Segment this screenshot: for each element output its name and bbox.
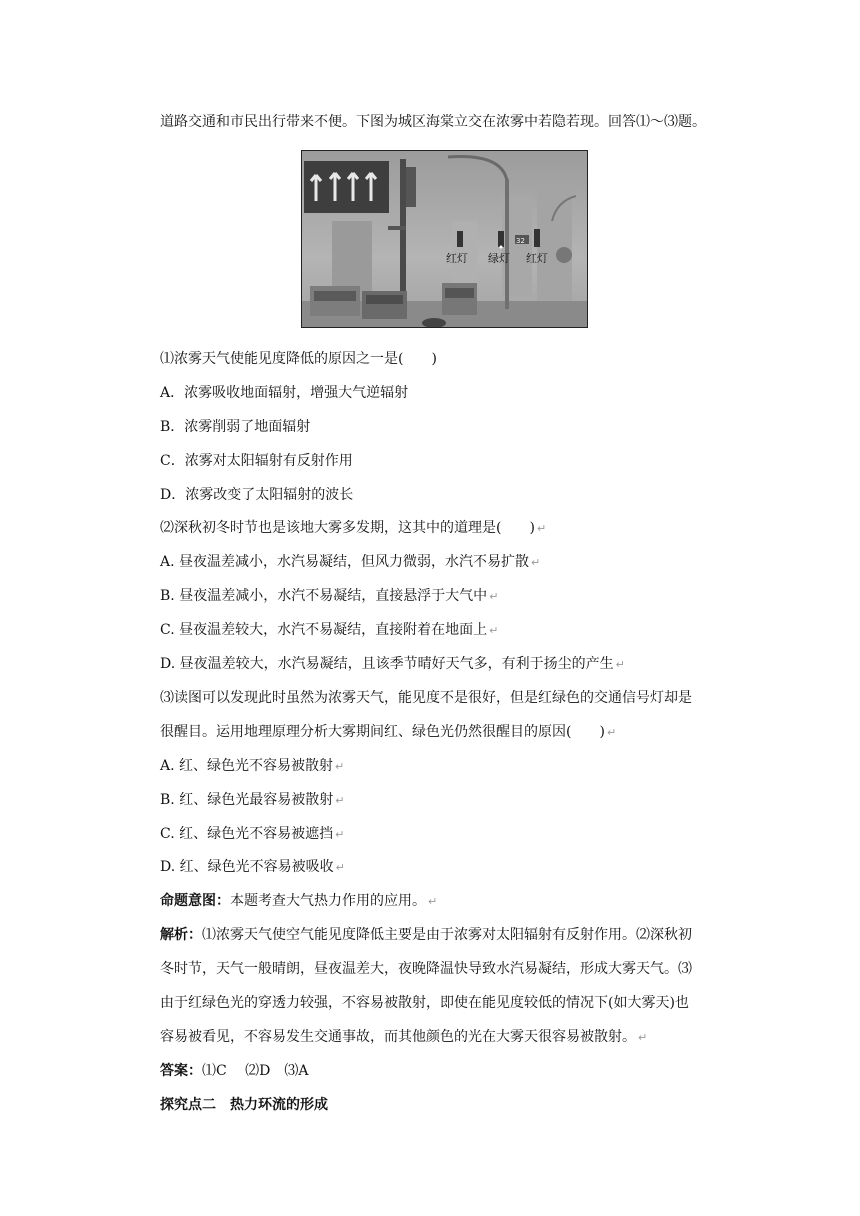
q2-option-c: C. 昼夜温差较大，水汽不易凝结，直接附着在地面上: [160, 622, 488, 638]
q1-option-d: D．浓雾改变了太阳辐射的波长: [160, 487, 354, 503]
return-mark: ↵: [489, 590, 499, 603]
signal-countdown: 32: [516, 237, 525, 245]
analysis-label: 解析：: [160, 927, 202, 943]
fog-traffic-photo: [301, 150, 588, 328]
q2-row-b: [160, 587, 498, 606]
return-mark: ↵: [536, 522, 547, 535]
return-mark: ↵: [335, 828, 345, 841]
analysis-row-1: [160, 926, 692, 944]
q2-row-a: [160, 553, 540, 572]
q3-option-a: A. 红、绿色光不容易被散射: [160, 758, 334, 774]
red-light-label-left: 红灯: [446, 252, 468, 265]
q3-row-b: [160, 791, 344, 810]
q1-stem: ⑴浓雾天气使能见度降低的原因之一是( ): [160, 351, 437, 367]
q1-option-a: A．浓雾吸收地面辐射，增强大气逆辐射: [160, 385, 409, 401]
q2-option-d: D. 昼夜温差较大，水汽易凝结，且该季节晴好天气多，有利于扬尘的产生: [160, 656, 614, 672]
intent-label: 命题意图：: [160, 893, 230, 909]
return-mark: ↵: [335, 861, 345, 874]
q3-row-a: [160, 757, 344, 776]
return-mark: ↵: [615, 658, 625, 671]
return-mark: ↵: [428, 895, 438, 908]
q2-row-c: [160, 621, 498, 640]
green-light-label: 绿灯: [488, 252, 510, 265]
intent-row: [160, 892, 437, 911]
analysis-line1: ⑴浓雾天气使空气能见度降低主要是由于浓雾对太阳辐射有反射作用。⑵深秋初: [202, 927, 692, 943]
q3-option-d: D. 红、绿色光不容易被吸收: [160, 859, 334, 875]
return-mark: ↵: [531, 556, 541, 569]
q2-row-d: [160, 655, 625, 674]
return-mark: ↵: [335, 760, 345, 773]
q2-row-stem: [160, 519, 546, 538]
q3-stem-line2: 很醒目。运用地理原理分析大雾期间红、绿色光仍然很醒目的原因( ): [160, 724, 605, 740]
q3-row-d: [160, 858, 345, 877]
analysis-line2: 冬时节，天气一般晴朗，昼夜温差大，夜晚降温快导致水汽易凝结，形成大雾天气。⑶: [160, 961, 692, 977]
q1-option-b: B．浓雾削弱了地面辐射: [160, 419, 311, 435]
return-mark: ↵: [489, 624, 499, 637]
red-light-label-right: 红灯: [526, 252, 548, 265]
q1-option-c: C．浓雾对太阳辐射有反射作用: [160, 453, 353, 469]
analysis-row-4: [160, 1028, 647, 1047]
q3-row-stem: [160, 723, 616, 742]
answer-text: ⑴C ⑵D ⑶A: [202, 1063, 309, 1079]
q2-option-a: A. 昼夜温差减小，水汽易凝结，但风力微弱，水汽不易扩散: [160, 554, 530, 570]
section-heading: 探究点二 热力环流的形成: [160, 1097, 328, 1113]
intent-text: 本题考查大气热力作用的应用。: [230, 893, 426, 909]
q3-row-c: [160, 825, 344, 844]
q3-option-c: C. 红、绿色光不容易被遮挡: [160, 826, 334, 842]
return-mark: ↵: [335, 794, 345, 807]
q3-stem-line1: ⑶读图可以发现此时虽然为浓雾天气，能见度不是很好，但是红绿色的交通信号灯却是: [160, 690, 692, 706]
q2-stem: ⑵深秋初冬时节也是该地大雾多发期，这其中的道理是( ): [160, 520, 535, 536]
analysis-line4: 容易被看见，不容易发生交通事故，而其他颜色的光在大雾天很容易被散射。: [160, 1029, 636, 1045]
q2-option-b: B. 昼夜温差减小，水汽不易凝结，直接悬浮于大气中: [160, 588, 488, 604]
answer-row: [160, 1062, 309, 1080]
answer-label: 答案：: [160, 1063, 202, 1079]
return-mark: ↵: [606, 726, 617, 739]
q3-option-b: B. 红、绿色光最容易被散射: [160, 792, 334, 808]
analysis-line3: 由于红绿色光的穿透力较强，不容易被散射，即使在能见度较低的情况下(如大雾天)也: [160, 995, 689, 1011]
intro-text: 道路交通和市民出行带来不便。下图为城区海棠立交在浓雾中若隐若现。回答⑴～⑶题。: [160, 114, 706, 130]
return-mark: ↵: [638, 1031, 648, 1044]
